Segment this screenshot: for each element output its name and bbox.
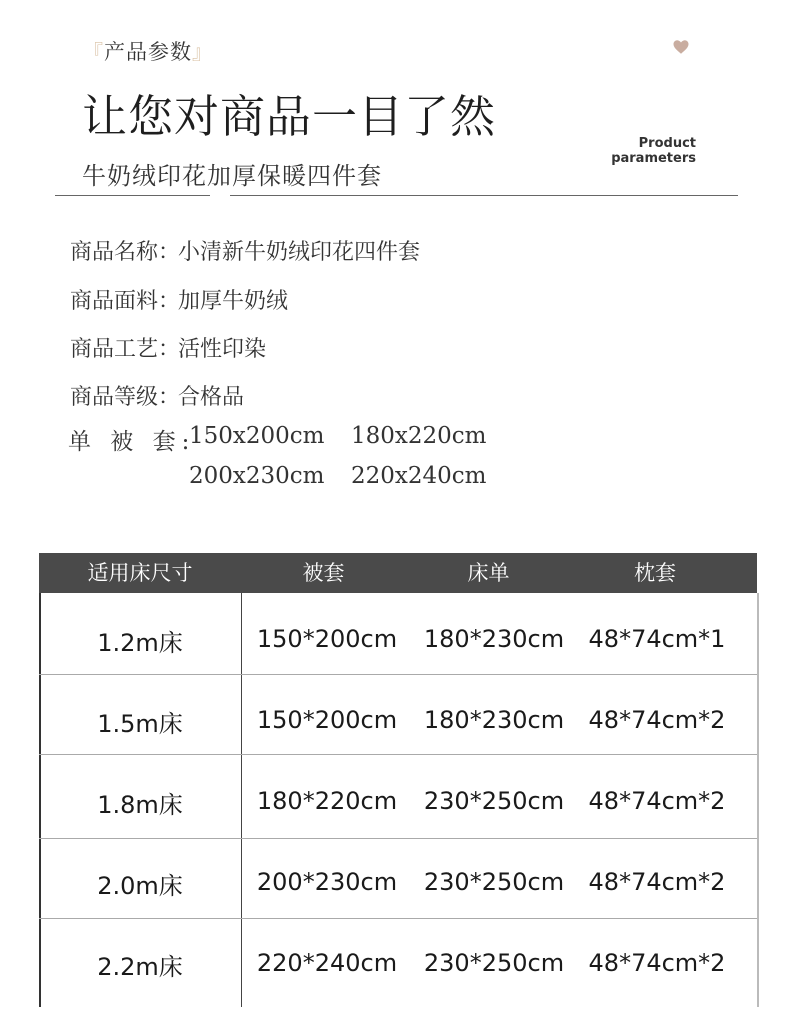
spec-row-fabric [70,284,288,315]
cell-pillowcase: 48*74cm*2 [588,868,726,896]
row-divider [39,918,757,919]
header-duvet: 被套 [302,561,345,585]
tag-text: 产品参数 [104,40,192,64]
row-divider [39,838,757,839]
spec-value: 合格品 [178,385,245,410]
cell-pillowcase: 48*74cm*2 [588,787,726,815]
tag-bracket-open: 『 [83,40,104,64]
header-sheet: 床单 [467,561,510,585]
cell-duvet: 220*240cm [256,949,398,977]
spec-value: 活性印染 [178,337,267,362]
cell-sheet: 180*230cm [423,706,565,734]
page-title: 让您对商品一目了然 [82,90,497,143]
cell-sheet: 230*250cm [423,787,565,815]
tag-bracket-close: 』 [192,40,213,64]
cell-duvet: 200*230cm [256,868,398,896]
cell-duvet: 150*200cm [256,625,398,653]
cell-bed-size: 1.2m床 [97,629,183,657]
heart-icon [672,38,690,56]
duvet-size-label: 单 被 套: [68,429,196,455]
product-parameters-label [610,136,696,166]
duvet-size: 200x230cm [189,463,325,489]
spec-colon: ： [158,337,181,362]
cell-bed-size: 1.8m床 [97,791,183,819]
duvet-size: 180x220cm [351,423,487,449]
cell-bed-size: 2.2m床 [97,953,183,981]
spec-value: 加厚牛奶绒 [178,289,289,314]
section-tag [83,36,213,66]
product-subtitle: 牛奶绒印花加厚保暖四件套 [82,162,382,190]
row-divider [39,754,757,755]
divider-left [55,195,210,196]
size-table [39,553,757,1007]
divider-right [230,195,738,196]
table-header [39,553,757,593]
spec-colon: ： [158,240,181,265]
cell-duvet: 180*220cm [256,787,398,815]
row-divider [39,674,757,675]
duvet-size: 220x240cm [351,463,487,489]
cell-sheet: 180*230cm [423,625,565,653]
spec-row-name [70,235,420,266]
spec-colon: ： [158,385,181,410]
cell-pillowcase: 48*74cm*2 [588,949,726,977]
spec-value: 小清新牛奶绒印花四件套 [178,240,421,265]
cell-bed-size: 1.5m床 [97,710,183,738]
spec-label: 商品工艺 [70,337,159,362]
spec-label: 商品名称 [70,240,159,265]
spec-colon: ： [158,289,181,314]
spec-row-craft [70,332,266,363]
cell-duvet: 150*200cm [256,706,398,734]
header-bed-size: 适用床尺寸 [87,561,193,585]
spec-label: 商品面料 [70,289,159,314]
product-en-line2: parameters [611,151,696,166]
cell-sheet: 230*250cm [423,949,565,977]
product-en-line1: Product [638,136,696,151]
spec-row-grade [70,380,244,411]
duvet-size: 150x200cm [189,423,325,449]
cell-pillowcase: 48*74cm*1 [588,625,726,653]
cell-bed-size: 2.0m床 [97,872,183,900]
cell-sheet: 230*250cm [423,868,565,896]
spec-label: 商品等级 [70,385,159,410]
header-pillowcase: 枕套 [634,561,676,585]
cell-pillowcase: 48*74cm*2 [588,706,726,734]
